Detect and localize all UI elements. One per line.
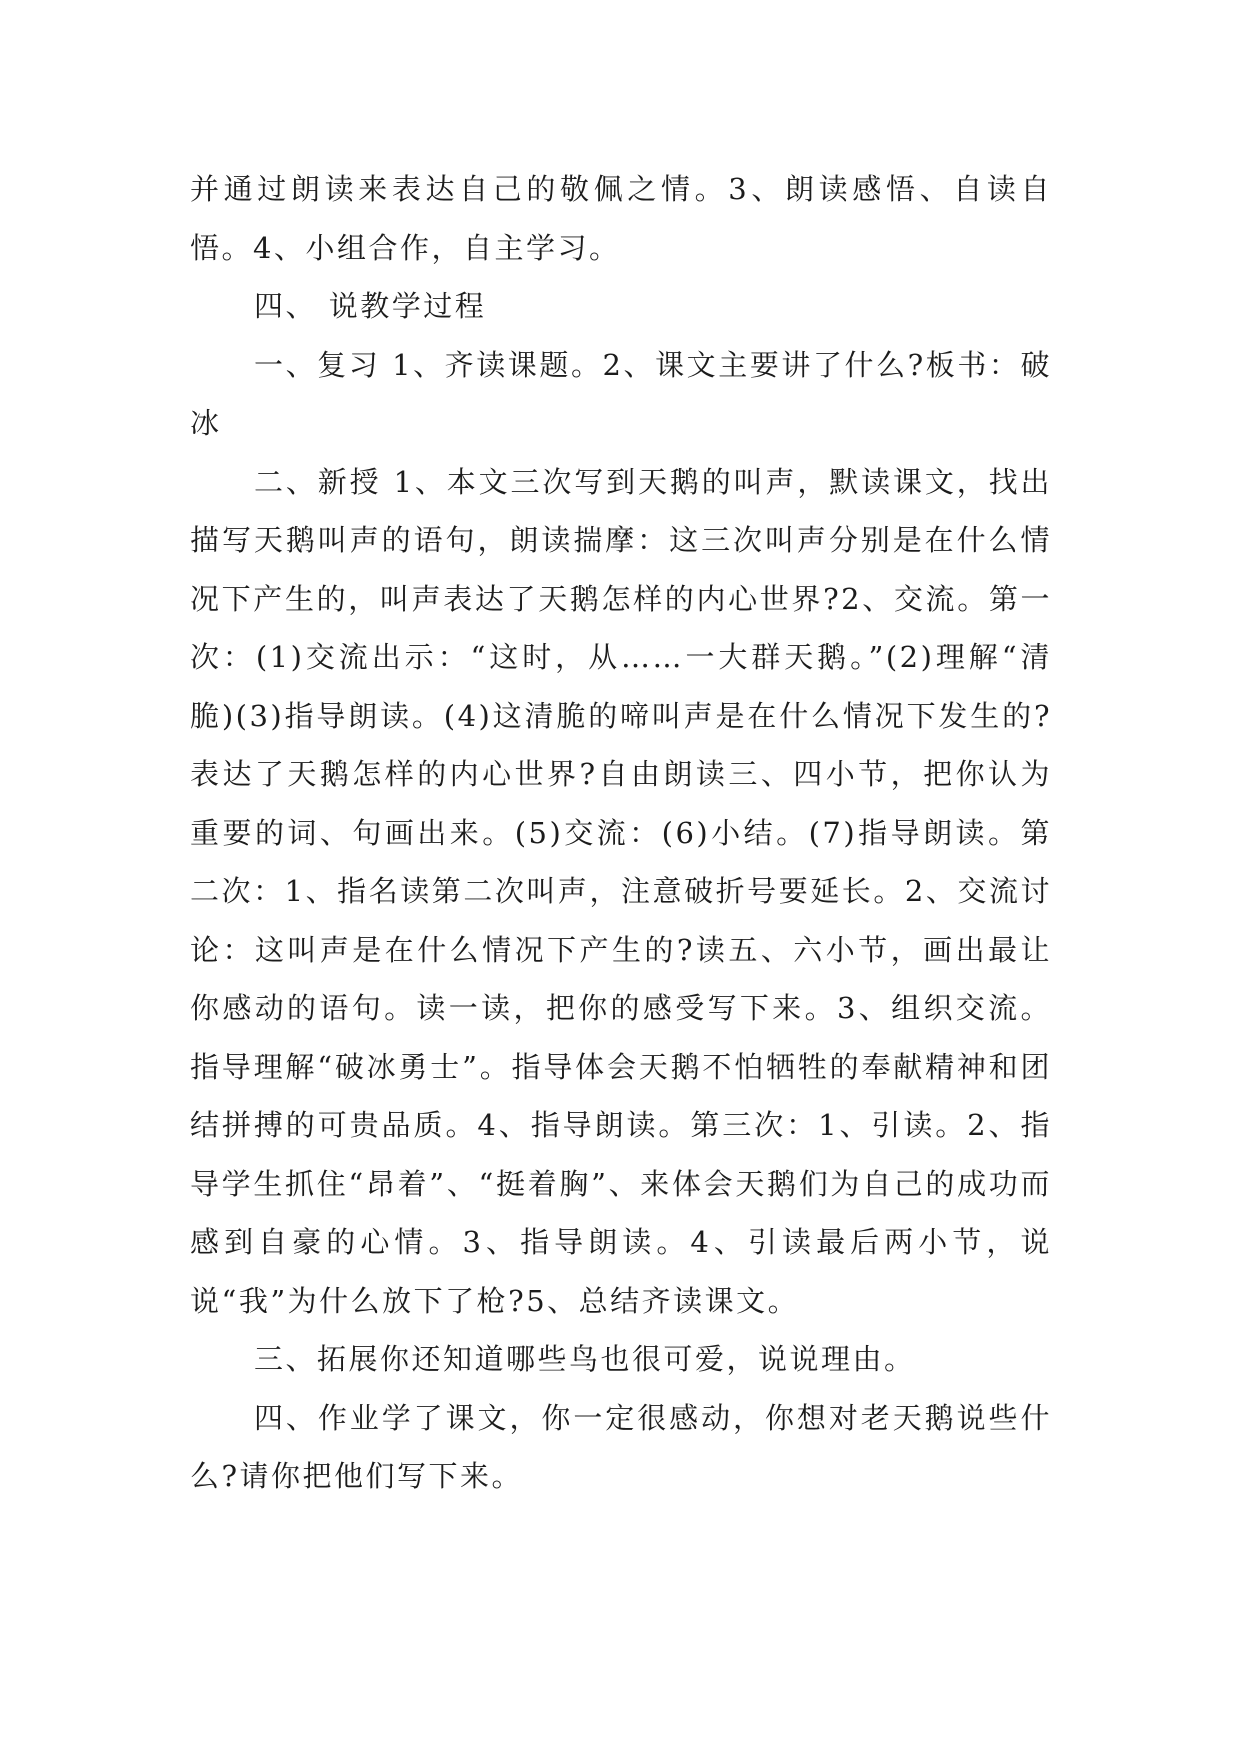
paragraph-continuation: 并通过朗读来表达自己的敬佩之情。3、朗读感悟、自读自悟。4、小组合作，自主学习。 [190, 172, 1052, 265]
paragraph-extension: 三、拓展你还知道哪些鸟也很可爱，说说理由。 [254, 1342, 916, 1376]
paragraph-new-lesson: 二、新授 1、本文三次写到天鹅的叫声，默读课文，找出描写天鹅叫声的语句，朗读揣摩：这三次叫声分别是在什么情况下产生的，叫声表达了天鹅怎样的内心世界?2、交流。第一次：(1)交流出示：“这时，从……一大群天鹅。”(2)理解“清脆)(3)指导朗读。(4)这清脆的啼叫声是在什么情况下发生的?表达了天鹅怎样的内心世界?自由朗读三、四小节，把你认为重要的词、句画出来。(5)交流：(6)小结。(7)指导朗读。第二次：1、指名读第二次叫声，注意破折号要延长。2、交流讨论：这叫声是在什么情况下产生的?读五、六小节，画出最让你感动的语句。读一读，把你的感受写下来。3、组织交流。指导理解“破冰勇士”。指导体会天鹅不怕牺牲的奉献精神和团结拼搏的可贵品质。4、指导朗读。第三次：1、引读。2、指导学生抓住“昂着”、“挺着胸”、来体会天鹅们为自己的成功而感到自豪的心情。3、指导朗读。4、引读最后两小节，说说“我”为什么放下了枪?5、总结齐读课文。 [190, 464, 1052, 1318]
paragraph-homework: 四、作业学了课文，你一定很感动，你想对老天鹅说些什么?请你把他们写下来。 [190, 1400, 1052, 1493]
paragraph-review: 一、复习 1、齐读课题。2、课文主要讲了什么?板书：破冰 [190, 347, 1052, 440]
section-heading-teaching-process: 四、 说教学过程 [254, 289, 487, 323]
document-body [190, 160, 1052, 1506]
